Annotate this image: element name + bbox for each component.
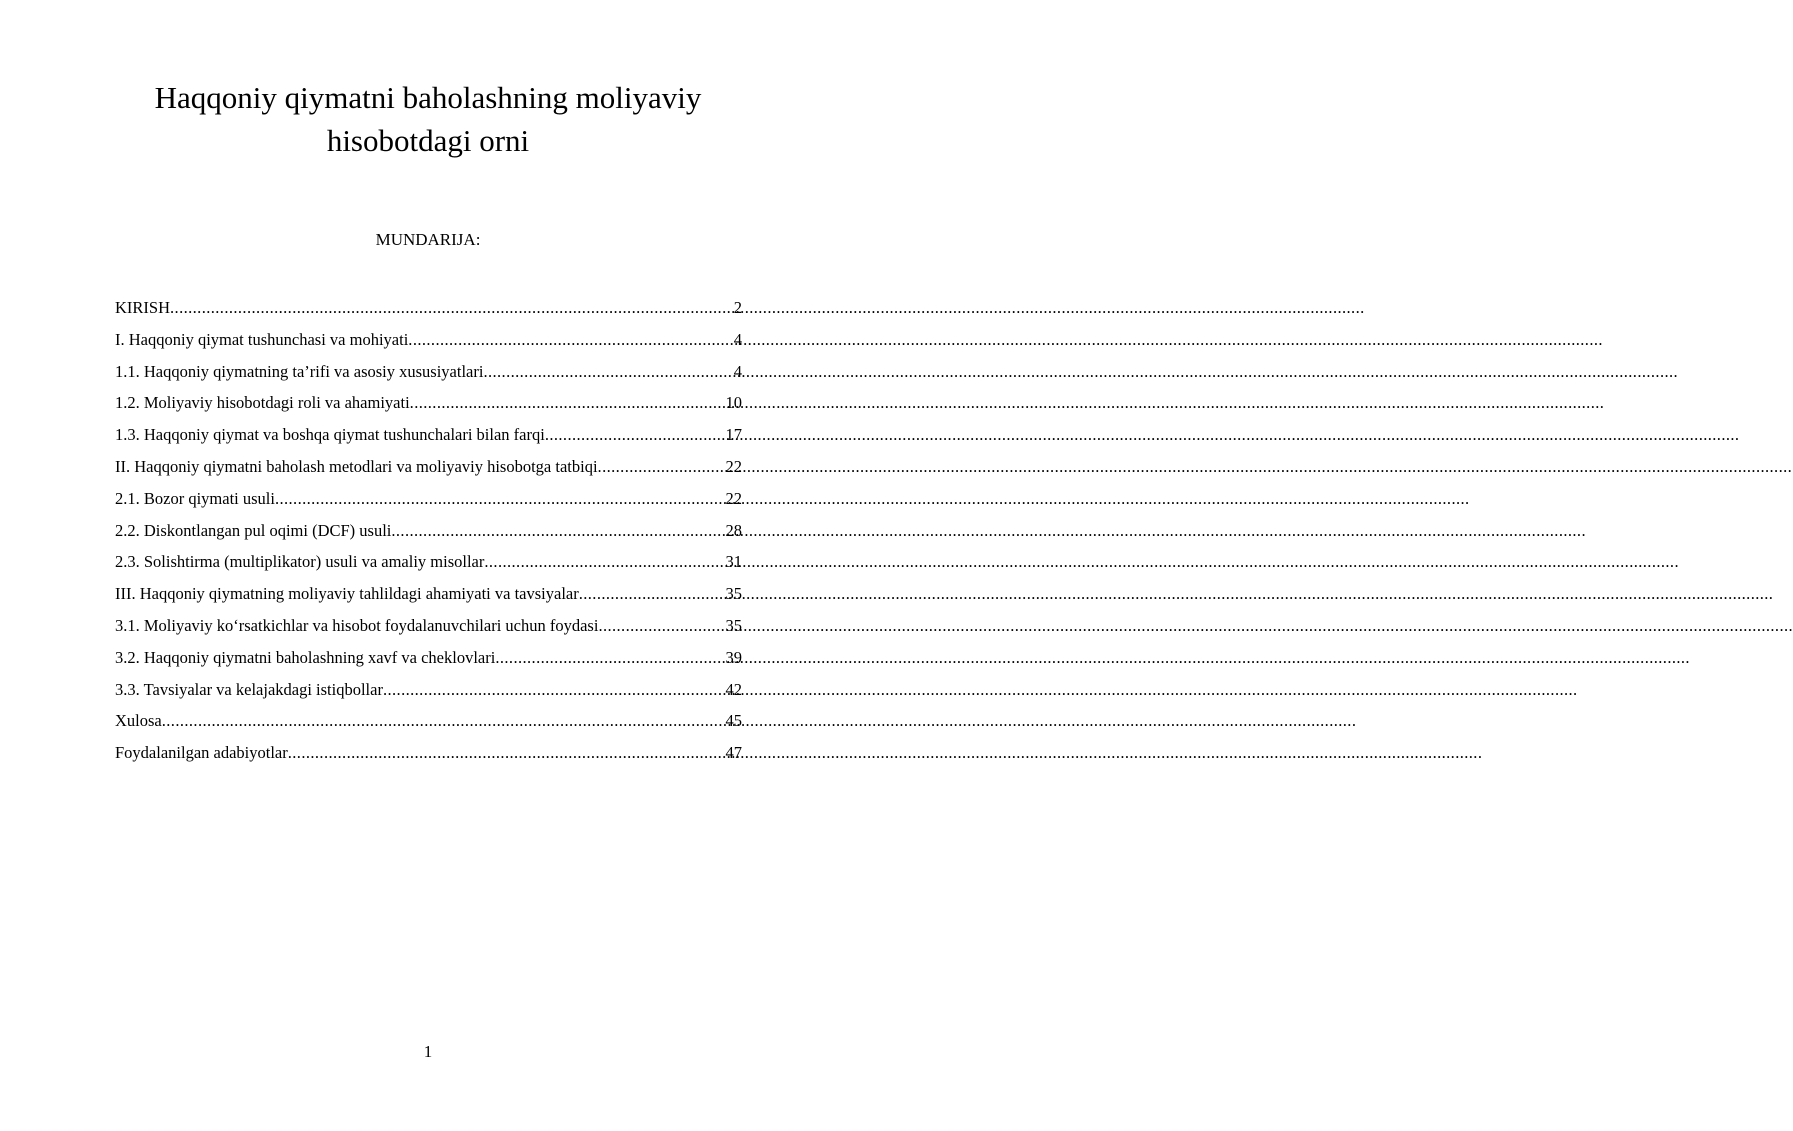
toc-entry-label: Foydalanilgan adabiyotlar: [115, 743, 288, 763]
toc-entry-page: 45: [725, 711, 742, 731]
toc-entry-page: 31: [725, 552, 742, 572]
toc-dot-leader: [162, 710, 726, 732]
toc-entry-label: 2.3. Solishtirma (multiplikator) usuli va amaliy misollar: [115, 552, 485, 572]
toc-entry: [115, 488, 742, 520]
toc-entry-page: 28: [725, 520, 742, 540]
toc-entry: [115, 297, 742, 329]
toc-dot-leader: [275, 488, 726, 510]
toc-entry-label: Xulosa: [115, 711, 162, 731]
table-of-contents: [115, 297, 742, 774]
toc-entry: [115, 742, 742, 774]
toc-entry-page: 35: [725, 584, 742, 604]
toc-entry-page: 39: [725, 647, 742, 667]
toc-entry-page: 47: [725, 743, 742, 763]
toc-entry-label: II. Haqqoniy qiymatni baholash metodlari va moliyaviy hisobotga tatbiqi: [115, 456, 598, 476]
toc-entry-page: 42: [725, 679, 742, 699]
toc-dot-leader: [288, 742, 726, 764]
table-of-contents-heading: MUNDARIJA:: [375, 230, 481, 249]
toc-entry-label: 3.3. Tavsiyalar va kelajakdagi istiqbollar: [115, 679, 383, 699]
toc-entry: [115, 583, 742, 615]
toc-dot-leader: [483, 361, 733, 383]
toc-entry: [115, 424, 742, 456]
toc-entry-label: 3.1. Moliyaviy ko‘rsatkichlar va hisobot foydalanuvchilari uchun foydasi: [115, 615, 599, 635]
toc-entry: [115, 551, 742, 583]
toc-entry-page: 4: [733, 361, 742, 381]
toc-entry-label: 1.3. Haqqoniy qiymat va boshqa qiymat tushunchalari bilan farqi: [115, 425, 545, 445]
toc-dot-leader: [410, 392, 726, 414]
toc-dot-leader: [170, 297, 734, 319]
toc-entry-page: 22: [725, 488, 742, 508]
toc-entry-label: 1.2. Moliyaviy hisobotdagi roli va ahamiyati: [115, 393, 410, 413]
toc-entry-label: 2.2. Diskontlangan pul oqimi (DCF) usuli: [115, 520, 392, 540]
toc-entry: [115, 647, 742, 679]
toc-entry-page: 22: [725, 456, 742, 476]
toc-dot-leader: [579, 583, 726, 605]
toc-dot-leader: [545, 424, 726, 446]
toc-entry-page: 17: [725, 425, 742, 445]
document-title: Haqqoniy qiymatni baholashning moliyaviy hisobotdagi orni: [154, 80, 702, 158]
toc-entry-label: 1.1. Haqqoniy qiymatning ta’rifi va asosiy xususiyatlari: [115, 361, 484, 381]
toc-entry: [115, 520, 742, 552]
toc-entry: [115, 361, 742, 393]
toc-entry: [115, 710, 742, 742]
toc-dot-leader: [383, 679, 726, 701]
toc-entry: [115, 329, 742, 361]
toc-dot-leader: [484, 551, 725, 573]
toc-entry-page: 35: [725, 615, 742, 635]
toc-entry-label: 2.1. Bozor qiymati usuli: [115, 488, 275, 508]
toc-entry: [115, 456, 742, 488]
toc-entry-page: 4: [733, 329, 742, 349]
toc-entry: [115, 615, 742, 647]
toc-entry-label: 3.2. Haqqoniy qiymatni baholashning xavf va cheklovlari: [115, 647, 496, 667]
toc-dot-leader: [391, 520, 725, 542]
toc-dot-leader: [598, 456, 726, 478]
toc-dot-leader: [495, 647, 725, 669]
toc-entry: [115, 679, 742, 711]
toc-entry-page: 10: [725, 393, 742, 413]
toc-entry: [115, 392, 742, 424]
toc-dot-leader: [598, 615, 725, 637]
toc-entry-label: III. Haqqoniy qiymatning moliyaviy tahlildagi ahamiyati va tavsiyalar: [115, 584, 579, 604]
toc-entry-page: 2: [733, 298, 742, 317]
toc-dot-leader: [408, 329, 733, 351]
toc-entry-label: I. Haqqoniy qiymat tushunchasi va mohiyati: [115, 329, 409, 349]
toc-entry-label: KIRISH: [115, 298, 171, 317]
page-number: 1: [423, 1042, 433, 1061]
